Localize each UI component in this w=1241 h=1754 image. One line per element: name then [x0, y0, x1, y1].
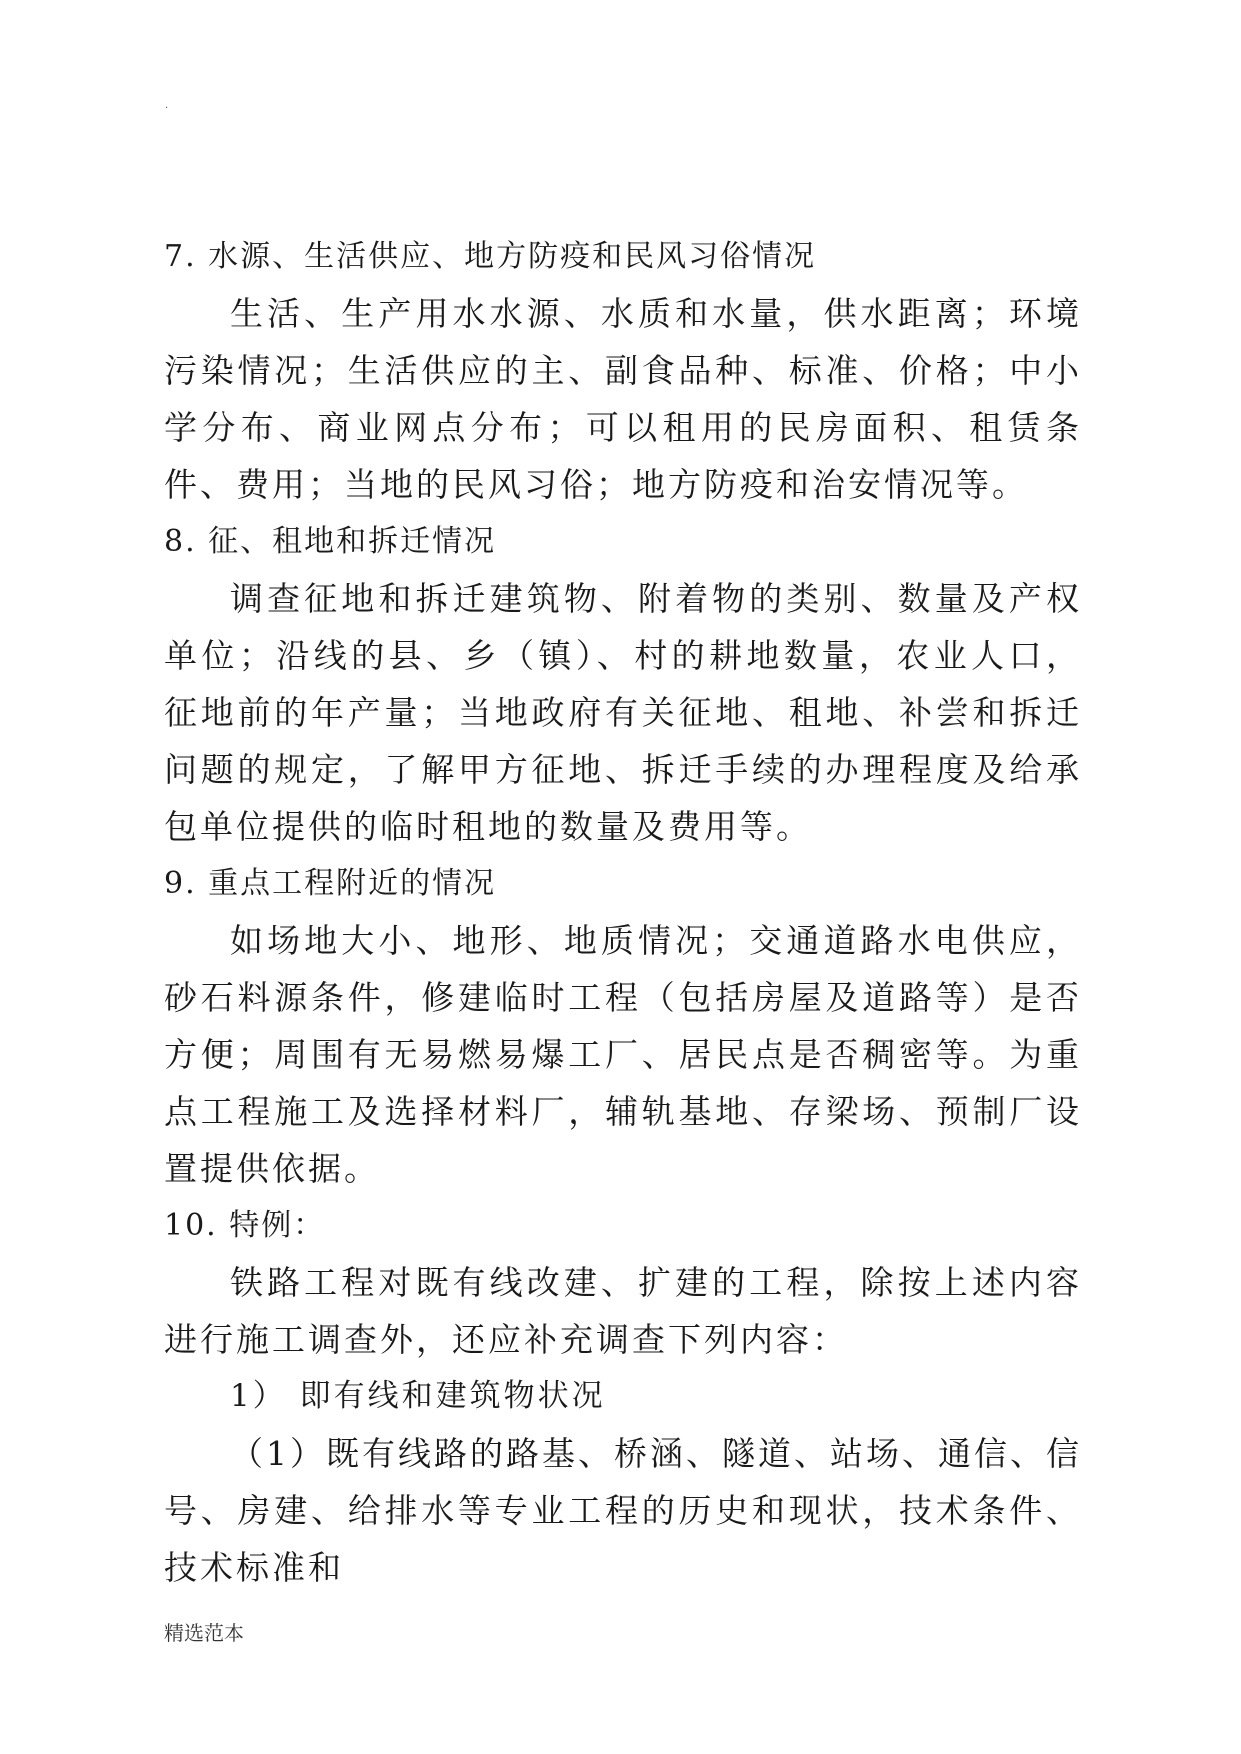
section-body-8: 调查征地和拆迁建筑物、附着物的类别、数量及产权单位；沿线的县、乡（镇）、村的耕地数量，农业人口，征地前的年产量；当地政府有关征地、租地、补尝和拆迁问题的规定，了解甲方征地、拆迁手续的办理程度及给承包单位提供的临时租地的数量及费用等。	[164, 579, 1082, 846]
section-heading-7: 7. 水源、生活供应、地方防疫和民风习俗情况	[164, 239, 817, 274]
document-body	[164, 228, 1082, 1596]
item-existing-line-1: （1）既有线路的路基、桥涵、隧道、站场、通信、信号、房建、给排水等专业工程的历史和现状，技术条件、技术标准和	[164, 1434, 1082, 1587]
page-dot: ·	[165, 103, 169, 114]
section-heading-9: 9. 重点工程附近的情况	[164, 866, 497, 901]
section-body-7: 生活、生产用水水源、水质和水量，供水距离；环境污染情况；生活供应的主、副食品种、标准、价格；中小学分布、商业网点分布；可以租用的民房面积、租赁条件、费用；当地的民风习俗；地方防疫和治安情况等。	[164, 294, 1082, 504]
section-body-10: 铁路工程对既有线改建、扩建的工程，除按上述内容进行施工调查外，还应补充调查下列内容：	[164, 1263, 1082, 1359]
section-body-9: 如场地大小、地形、地质情况；交通道路水电供应，砂石料源条件，修建临时工程（包括房屋及道路等）是否方便；周围有无易燃易爆工厂、居民点是否稠密等。为重点工程施工及选择材料厂，辅轨基地、存梁场、预制厂设置提供依据。	[164, 921, 1082, 1188]
subheading-existing-line: 1） 即有线和建筑物状况	[230, 1378, 606, 1414]
page-footer: 精选范本	[164, 1621, 244, 1645]
section-heading-10: 10. 特例：	[164, 1208, 326, 1243]
section-heading-8: 8. 征、租地和拆迁情况	[164, 524, 497, 559]
